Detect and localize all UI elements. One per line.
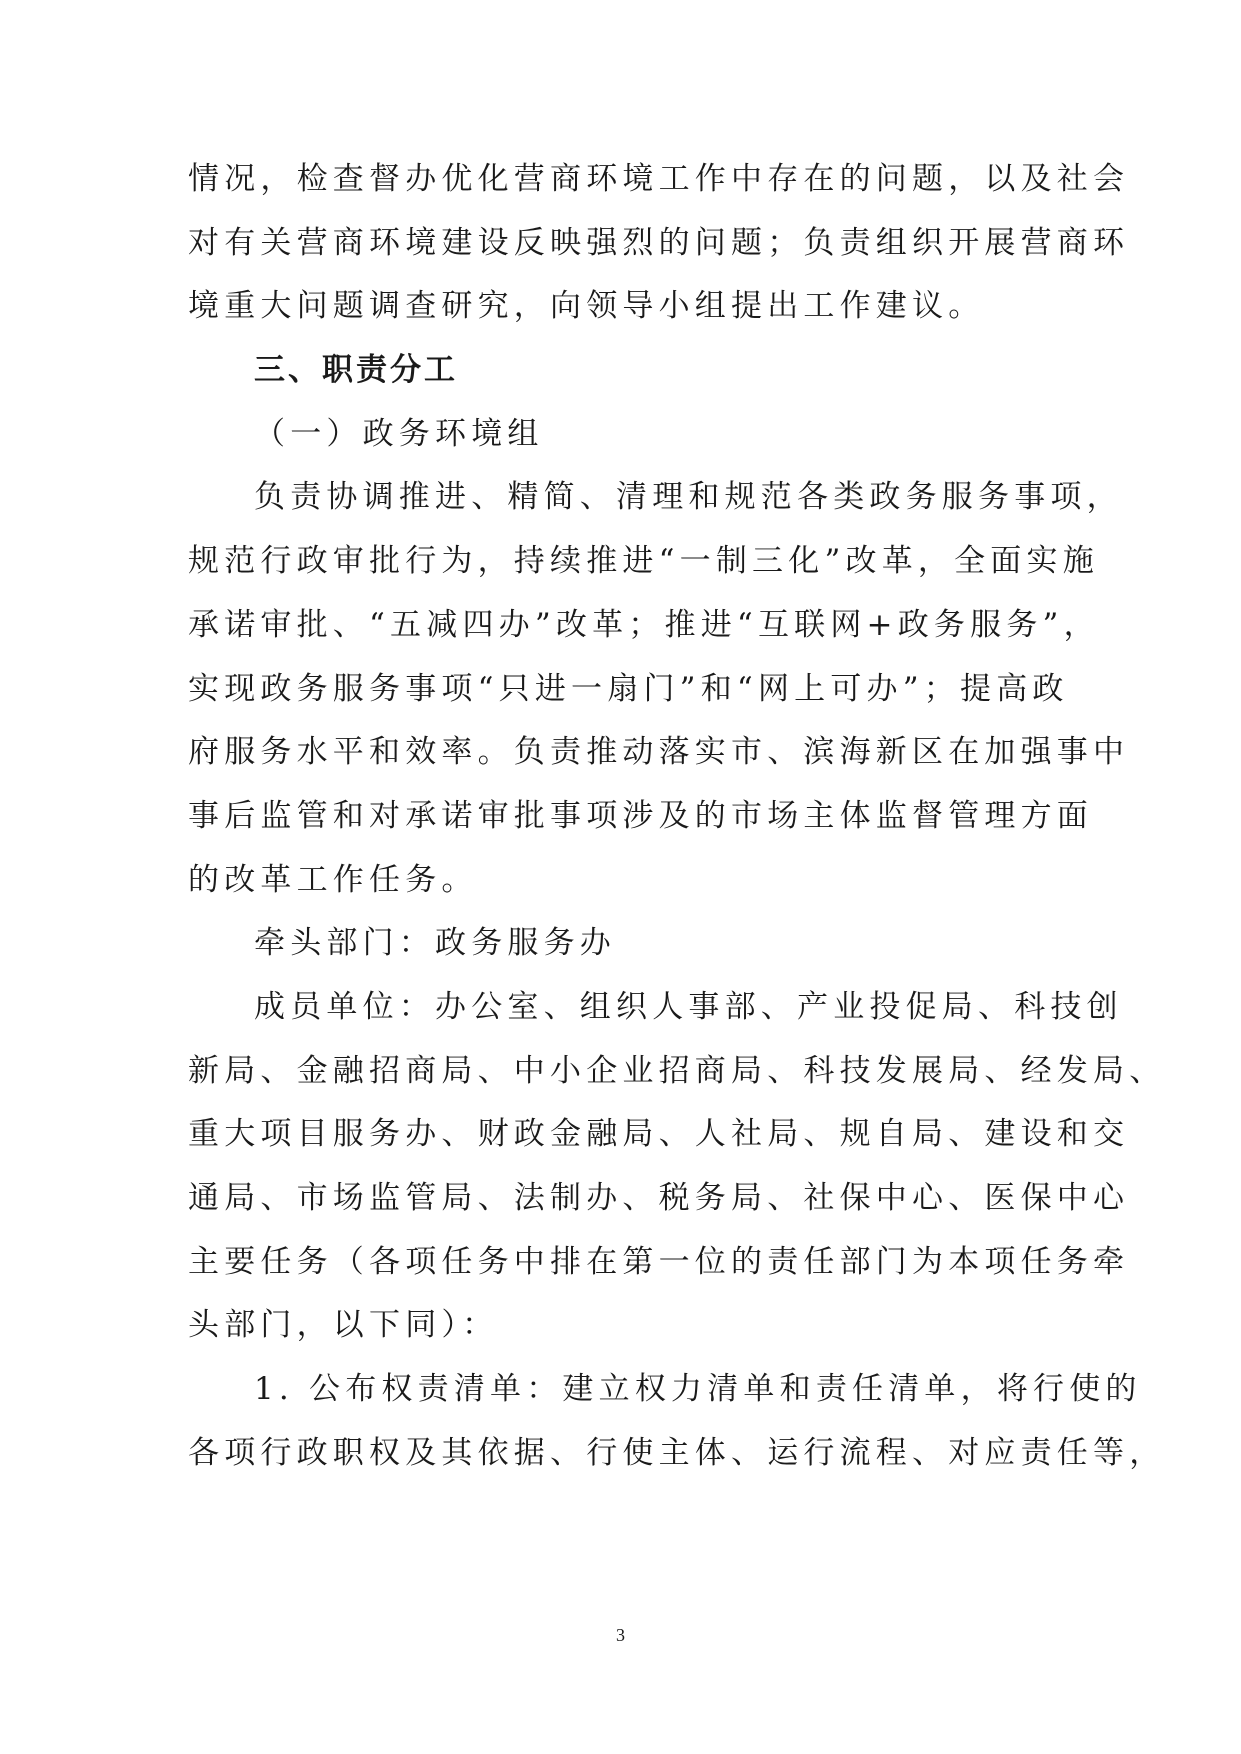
- body-line: 境重大问题调查研究，向领导小组提出工作建议。: [188, 288, 985, 325]
- body-line: 的改革工作任务。: [188, 861, 478, 898]
- subsection-heading: （一）政务环境组: [254, 415, 544, 452]
- body-line: 事后监管和对承诺审批事项涉及的市场主体监督管理方面: [188, 797, 1093, 834]
- body-line: 对有关营商环境建设反映强烈的问题；负责组织开展营商环: [188, 224, 1130, 261]
- body-line: 重大项目服务办、财政金融局、人社局、规自局、建设和交: [188, 1116, 1130, 1153]
- task-item-line: 1. 公布权责清单：建立权力清单和责任清单，将行使的: [254, 1371, 1142, 1408]
- main-tasks-line: 主要任务（各项任务中排在第一位的责任部门为本项任务牵: [188, 1243, 1130, 1280]
- member-units-line: 成员单位：办公室、组织人事部、产业投促局、科技创: [254, 988, 1123, 1025]
- body-line: 情况，检查督办优化营商环境工作中存在的问题，以及社会: [188, 161, 1130, 197]
- body-line: 新局、金融招商局、中小企业招商局、科技发展局、经发局、: [188, 1052, 1166, 1089]
- body-line: 承诺审批、“五减四办”改革；推进“互联网+政务服务”，: [188, 606, 1100, 643]
- body-line: 各项行政职权及其依据、行使主体、运行流程、对应责任等，: [188, 1434, 1166, 1471]
- section-heading: 三、职责分工: [254, 352, 458, 389]
- body-line: 实现政务服务事项“只进一扇门”和“网上可办”；提高政: [188, 670, 1069, 707]
- body-line: 通局、市场监管局、法制办、税务局、社保中心、医保中心: [188, 1180, 1130, 1216]
- body-line: 负责协调推进、精简、清理和规范各类政务服务事项，: [254, 479, 1123, 516]
- lead-department-line: 牵头部门：政务服务办: [254, 925, 616, 962]
- body-line: 府服务水平和效率。负责推动落实市、滨海新区在加强事中: [188, 734, 1130, 771]
- document-body: [188, 148, 1166, 1485]
- body-line: 头部门，以下同）：: [188, 1307, 499, 1344]
- body-line: 规范行政审批行为，持续推进“一制三化”改革，全面实施: [188, 543, 1099, 580]
- page-number: 3: [616, 1625, 625, 1645]
